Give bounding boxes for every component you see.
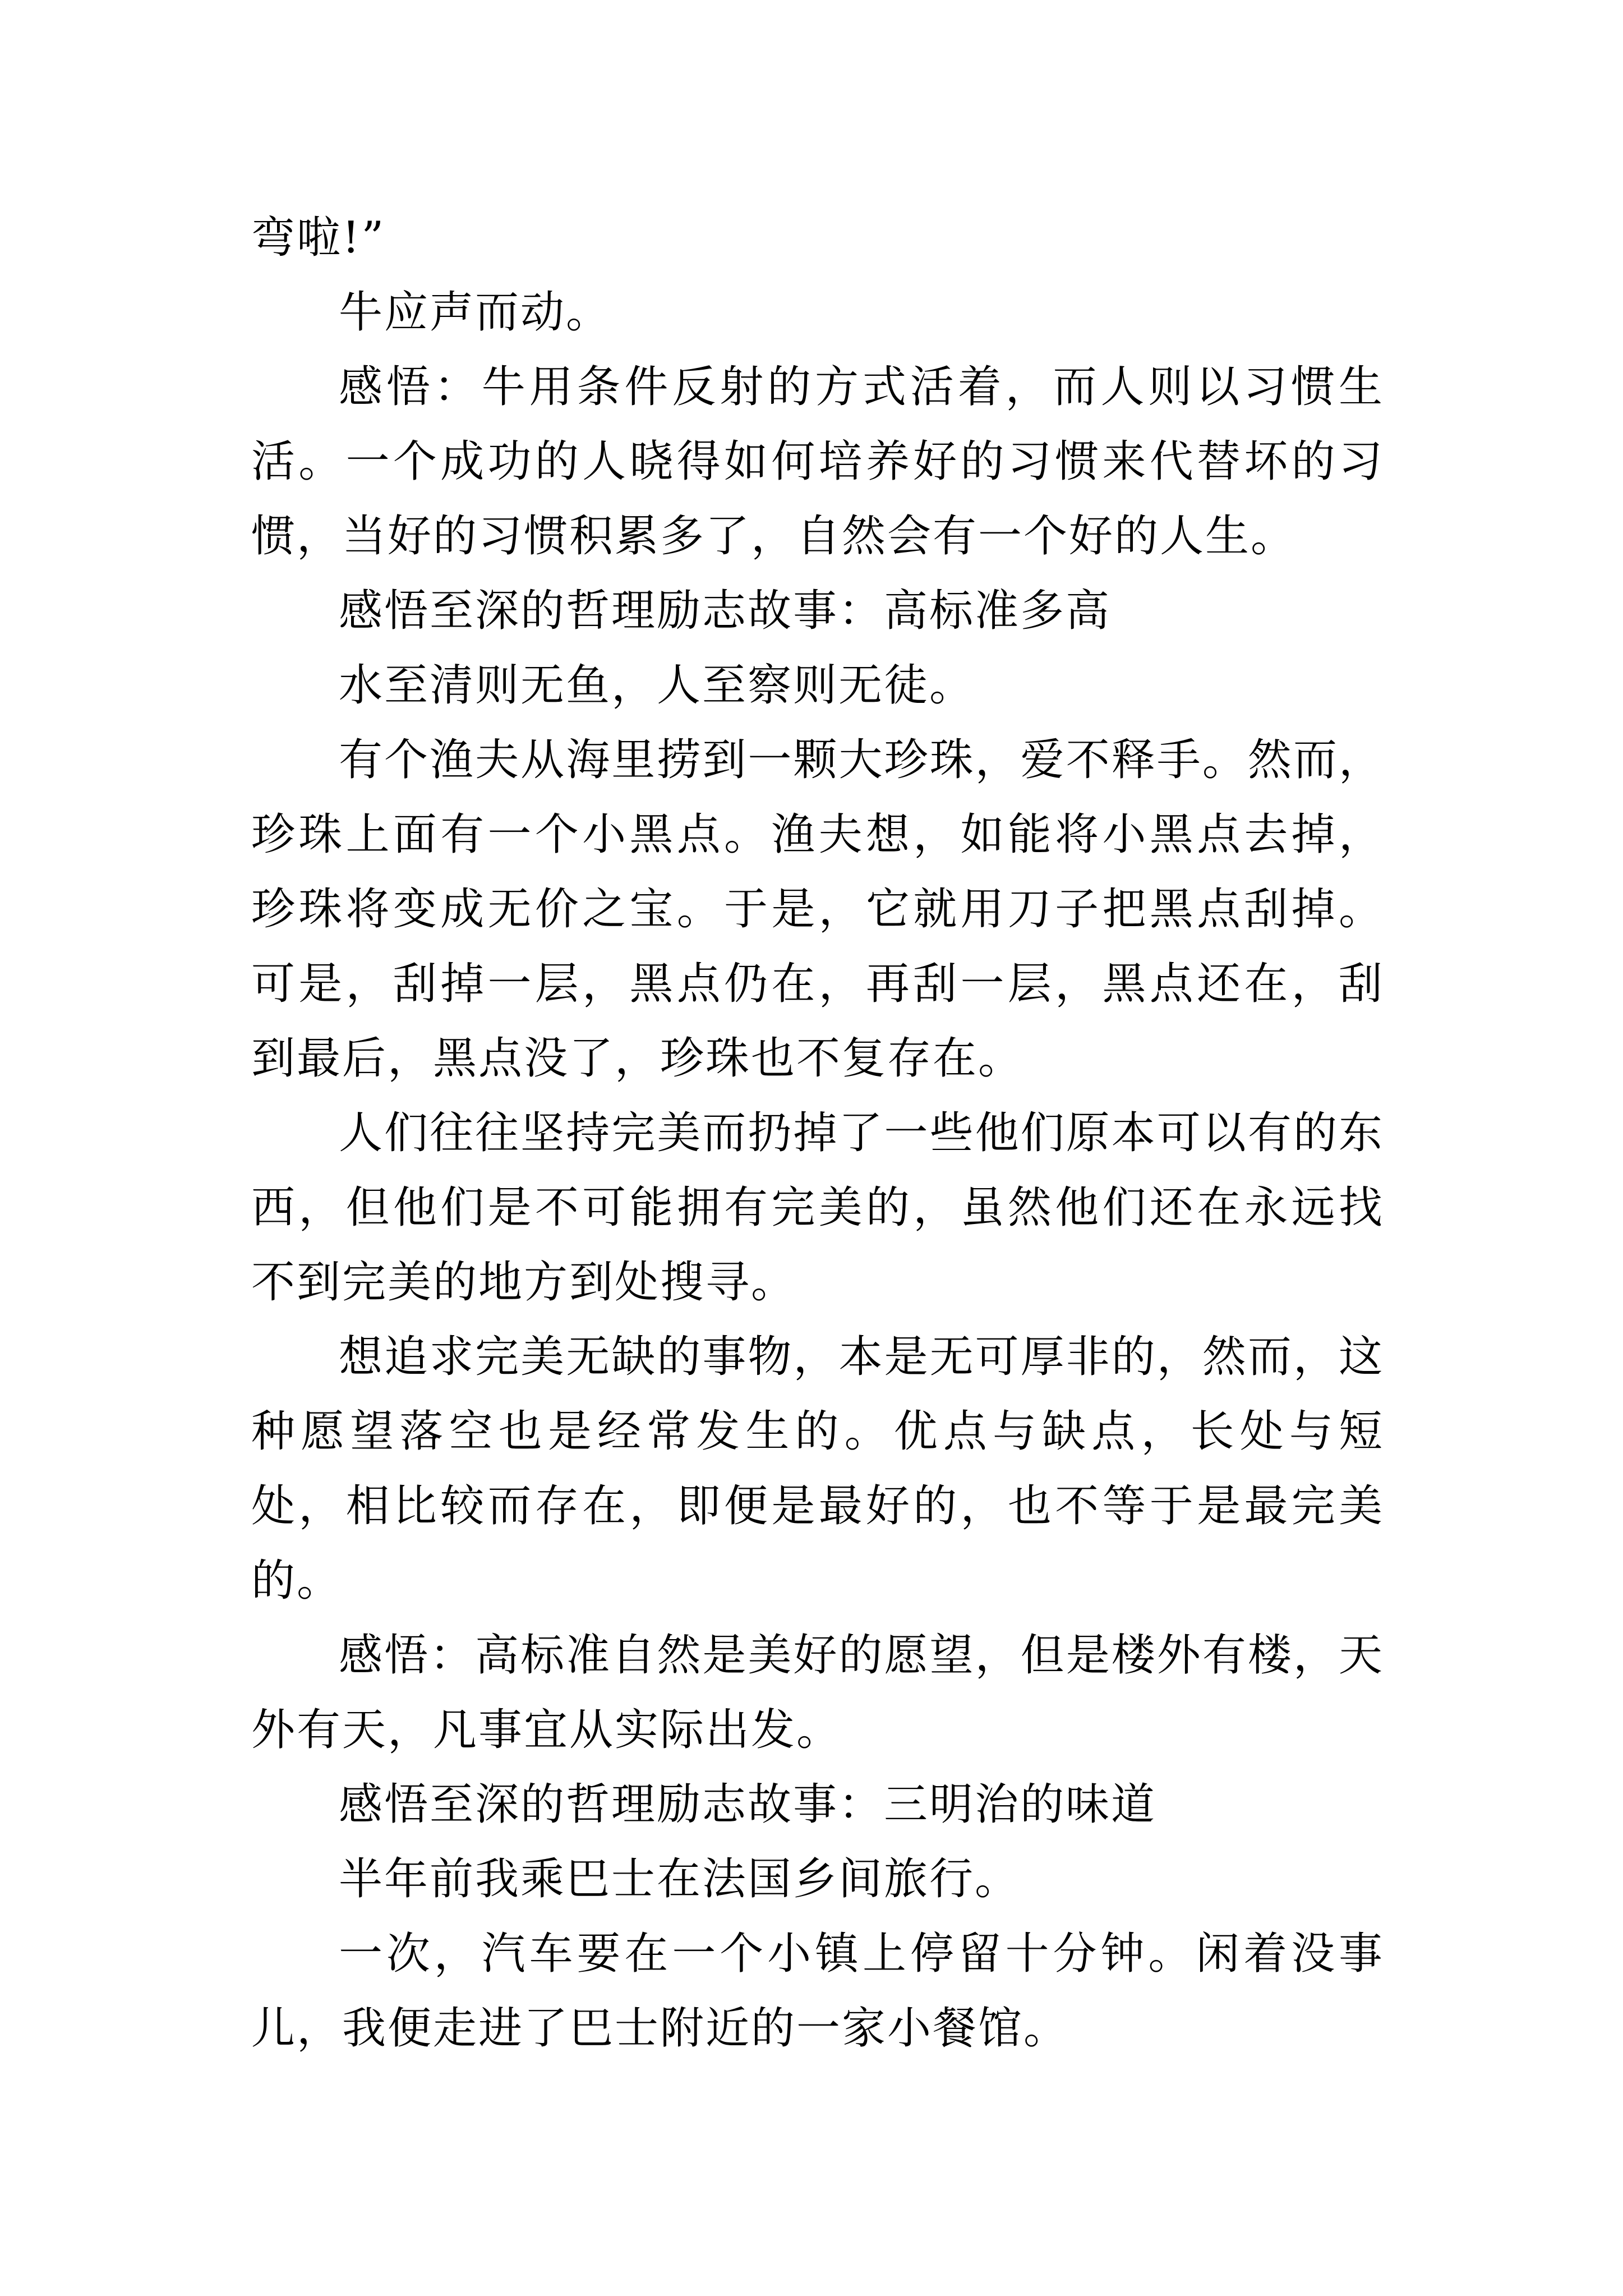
paragraph: 牛应声而动。 [339,287,612,338]
paragraph: 有个渔夫从海里捞到一颗大珍珠，爱不释手。然而，珍珠上面有一个小黑点。渔夫想，如能将小黑点去掉，珍珠将变成无价之宝。于是，它就用刀子把黑点刮掉。可是，刮掉一层，黑点仍在，再刮一层，黑点还在，刮到最后，黑点没了，珍珠也不复存在。 [251,735,1384,1084]
paragraph: 水至清则无鱼，人至察则无徒。 [339,660,975,711]
paragraph: 想追求完美无缺的事物，本是无可厚非的，然而，这种愿望落空也是经常发生的。优点与缺点，长处与短处，相比较而存在，即便是最好的，也不等于是最完美的。 [251,1332,1384,1606]
document-body [251,201,1384,2066]
paragraph: 半年前我乘巴士在法国乡间旅行。 [339,1854,1021,1904]
paragraph: 人们往往坚持完美而扔掉了一些他们原本可以有的东西，但他们是不可能拥有完美的，虽然他们还在永远找不到完美的地方到处搜寻。 [251,1108,1384,1308]
paragraph: 一次，汽车要在一个小镇上停留十分钟。闲着没事儿，我便走进了巴士附近的一家小餐馆。 [251,1929,1384,2054]
paragraph: 弯啦!” [251,213,386,263]
section-heading: 感悟至深的哲理励志故事：三明治的味道 [339,1779,1157,1830]
section-heading: 感悟至深的哲理励志故事：高标准多高 [339,586,1112,636]
paragraph: 感悟：牛用条件反射的方式活着，而人则以习惯生活。一个成功的人晓得如何培养好的习惯来代替坏的习惯，当好的习惯积累多了，自然会有一个好的人生。 [251,362,1384,562]
paragraph: 感悟：高标准自然是美好的愿望，但是楼外有楼，天外有天，凡事宜从实际出发。 [251,1630,1384,1755]
